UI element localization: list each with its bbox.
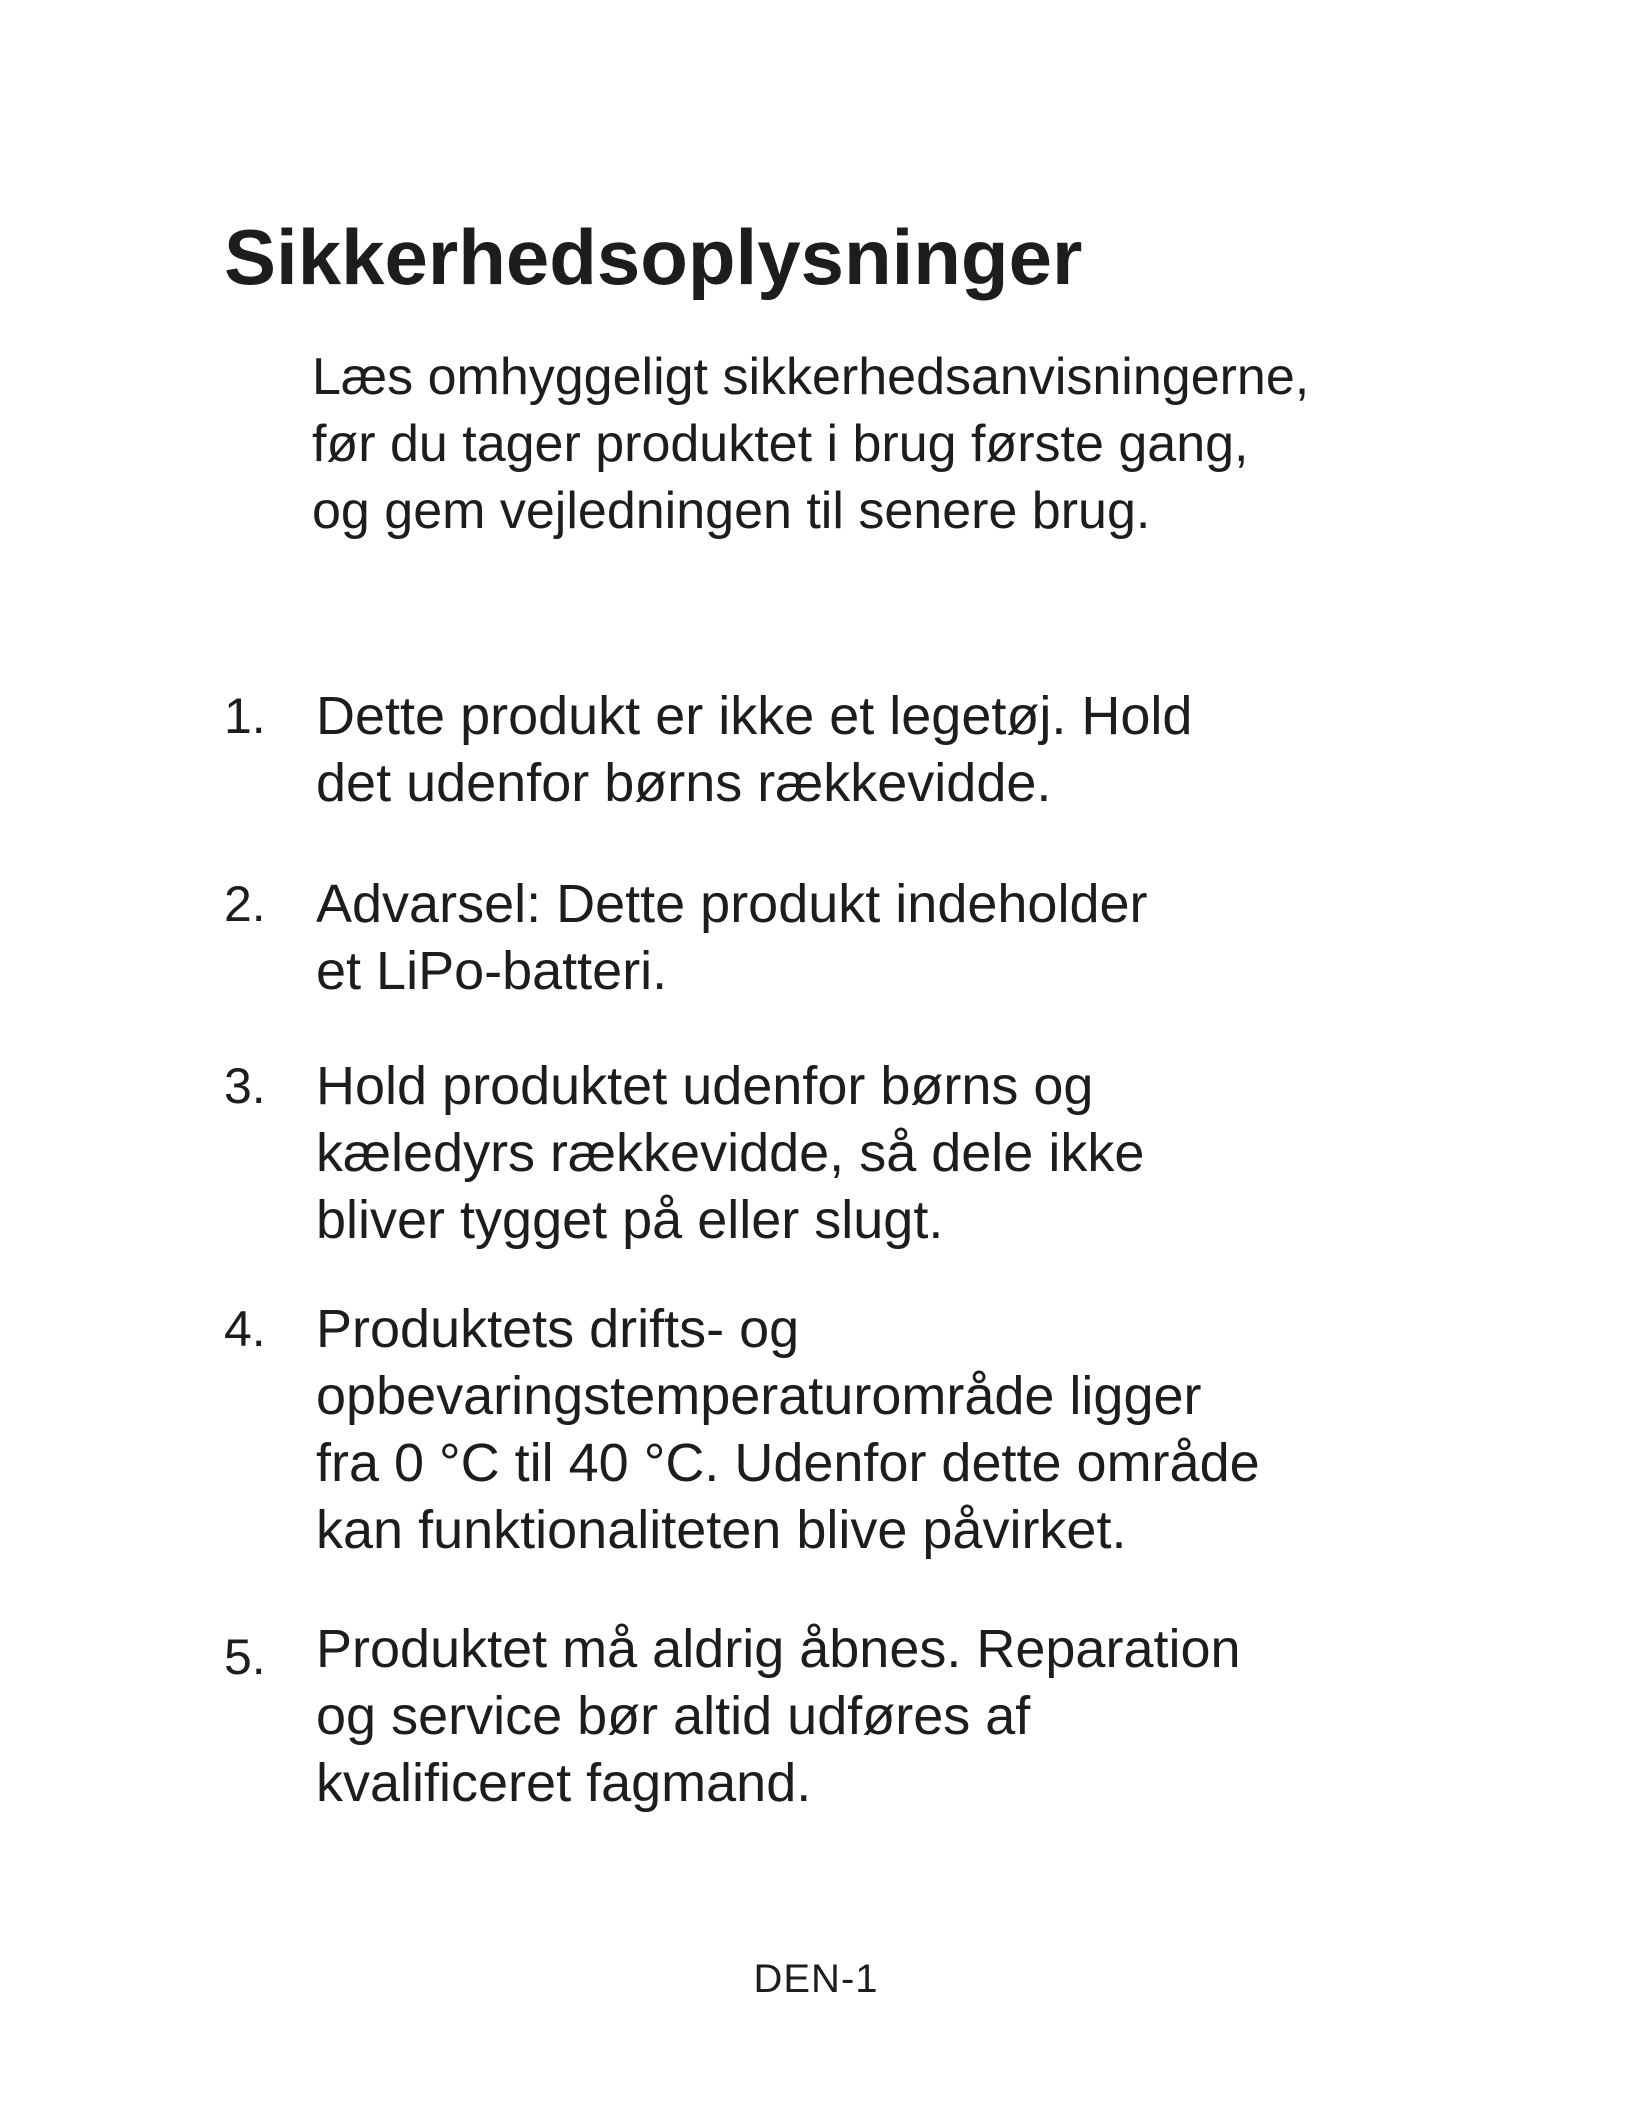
item-text-line: kan funktionaliteten blive påvirket. bbox=[316, 1500, 1127, 1560]
page-number: DEN-1 bbox=[753, 1957, 879, 2001]
item-text-line: Hold produktet udenfor børns og bbox=[316, 1056, 1094, 1116]
item-text-line: kvalificeret fagmand. bbox=[316, 1753, 812, 1813]
page-title: Sikkerhedsoplysninger bbox=[224, 213, 1083, 301]
item-number: 3. bbox=[224, 1058, 266, 1114]
item-text bbox=[316, 1053, 1496, 1254]
intro-line: Læs omhyggeligt sikkerhedsanvisningerne, bbox=[312, 348, 1310, 406]
item-text-line: Advarsel: Dette produkt indeholder bbox=[316, 874, 1148, 934]
item-number: 4. bbox=[224, 1301, 266, 1357]
item-text-line: opbevaringstemperaturområde ligger bbox=[316, 1366, 1202, 1426]
intro-line: før du tager produktet i brug første gang, bbox=[312, 415, 1249, 473]
intro-line: og gem vejledningen til senere brug. bbox=[312, 482, 1151, 540]
item-text bbox=[316, 871, 1496, 1005]
item-number: 1. bbox=[224, 688, 266, 744]
item-text-line: bliver tygget på eller slugt. bbox=[316, 1190, 944, 1250]
item-text-line: fra 0 °C til 40 °C. Udenfor dette område bbox=[316, 1433, 1260, 1493]
item-text-line: Dette produkt er ikke et legetøj. Hold bbox=[316, 686, 1193, 746]
item-number: 5. bbox=[224, 1629, 266, 1685]
item-number: 2. bbox=[224, 876, 266, 932]
item-text-line: det udenfor børns rækkevidde. bbox=[316, 753, 1052, 813]
item-text-line: kæledyrs rækkevidde, så dele ikke bbox=[316, 1123, 1145, 1183]
item-text-line: et LiPo-batteri. bbox=[316, 941, 668, 1001]
item-text-line: og service bør altid udføres af bbox=[316, 1686, 1031, 1746]
item-text bbox=[316, 683, 1496, 817]
item-text bbox=[316, 1616, 1496, 1817]
item-text bbox=[316, 1296, 1496, 1564]
item-text-line: Produktet må aldrig åbnes. Reparation bbox=[316, 1619, 1241, 1679]
item-text-line: Produktets drifts- og bbox=[316, 1299, 800, 1359]
